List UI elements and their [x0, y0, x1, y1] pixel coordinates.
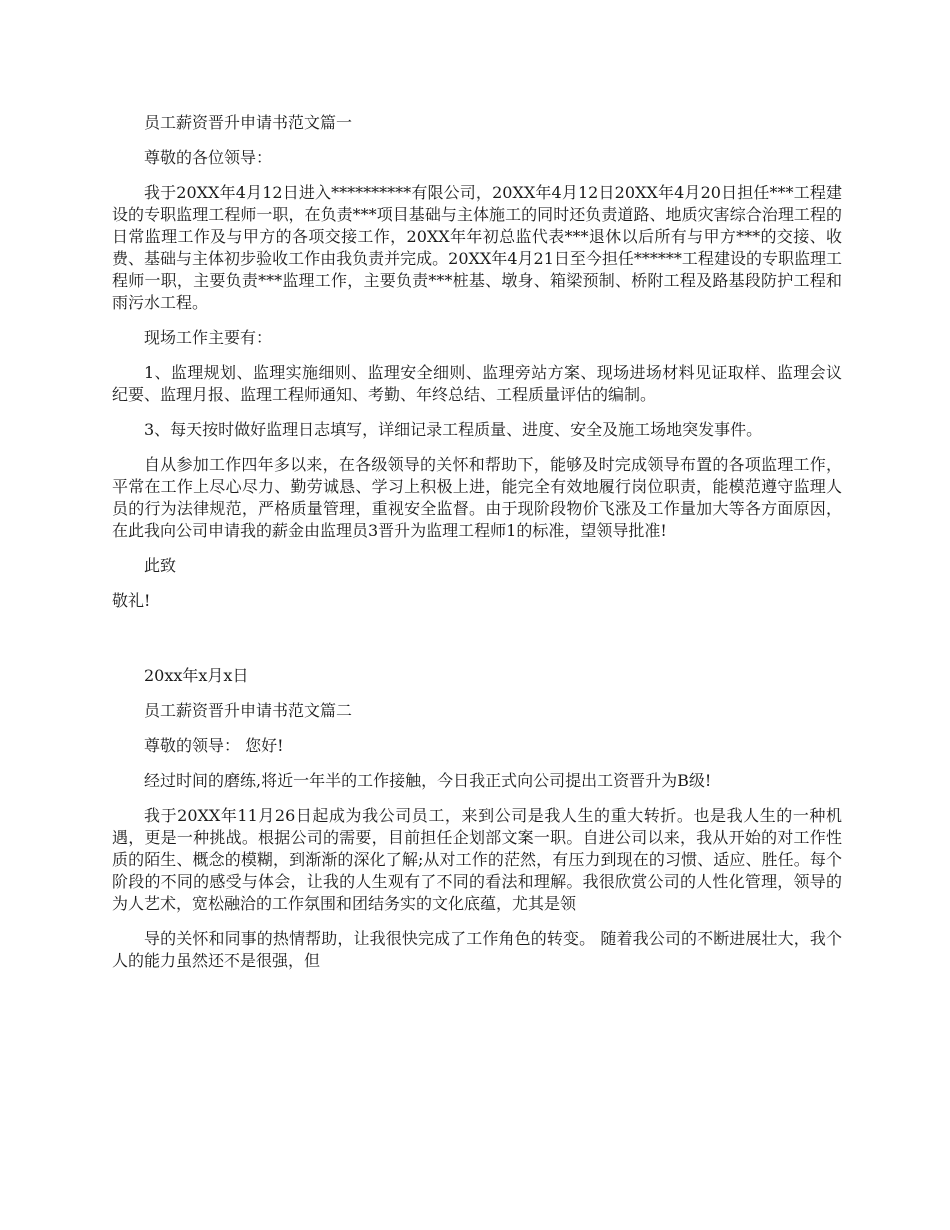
date-line: 20xx年x月x日 — [144, 666, 249, 685]
section-title: 员工薪资晋升申请书范文篇一 — [144, 113, 353, 132]
closing-line: 此致 — [144, 556, 177, 575]
body-paragraph: 我于20XX年11月26日起成为我公司员工，来到公司是我人生的重大转折。也是我人生的一种机遇，更是一种挑战。根据公司的需要，目前担任企划部文案一职。自进公司以来，我从开始的对工作性质的陌生、概念的模糊，到渐渐的深化了解;从对工作的茫然，有压力到现在的习惯、适应、胜任。每个阶段的不同的感受与体会，让我的人生观有了不同的看法和理解。我很欣赏公司的人性化管理，领导的为人艺术，宽松融洽的工作氛围和团结务实的文化底蕴，尤其是领 — [112, 806, 842, 913]
body-paragraph: 我于20XX年4月12日进入**********有限公司，20XX年4月12日20XX年4月20日担任***工程建设的专职监理工程师一职，在负责***项目基础与主体施工的同时还负责道路、地质灾害综合治理工程的日常监理工作及与甲方的各项交接工作，20XX年年初总监代表***退休以后所有与甲方***的交接、收费、基础与主体初步验收工作由我负责并完成。20XX年4月21日至今担任******工程建设的专职监理工程师一职，主要负责***监理工作，主要负责***桩基、墩身、箱梁预制、桥附工程及路基段防护工程和雨污水工程。 — [112, 183, 842, 312]
body-paragraph: 导的关怀和同事的热情帮助，让我很快完成了工作角色的转变。 随着我公司的不断进展壮大，我个人的能力虽然还不是很强，但 — [112, 929, 842, 970]
closing-salute: 敬礼! — [112, 591, 151, 610]
body-paragraph: 1、监理规划、监理实施细则、监理安全细则、监理旁站方案、现场进场材料见证取样、监理会议纪要、监理月报、监理工程师通知、考勤、年终总结、工程质量评估的编制。 — [112, 363, 842, 404]
spacer — [112, 625, 842, 665]
body-paragraph: 经过时间的磨练,将近一年半的工作接触，今日我正式向公司提出工资晋升为B级! — [144, 771, 712, 790]
salutation: 尊敬的各位领导： — [144, 148, 273, 167]
body-paragraph: 3、每天按时做好监理日志填写，详细记录工程质量、进度、安全及施工场地突发事件。 — [144, 420, 763, 439]
document-page — [112, 112, 842, 985]
body-paragraph: 现场工作主要有： — [144, 328, 273, 347]
body-paragraph: 自从参加工作四年多以来，在各级领导的关怀和帮助下，能够及时完成领导布置的各项监理工作，平常在工作上尽心尽力、勤劳诚恳、学习上积极上进，能完全有效地履行岗位职责，能模范遵守监理人员的行为法律规范，严格质量管理，重视安全监督。由于现阶段物价飞涨及工作量加大等各方面原因，在此我向公司申请我的薪金由监理员3晋升为监理工程师1的标准，望领导批准! — [112, 455, 842, 540]
salutation: 尊敬的领导： 您好! — [144, 736, 284, 755]
section-title: 员工薪资晋升申请书范文篇二 — [144, 701, 353, 720]
